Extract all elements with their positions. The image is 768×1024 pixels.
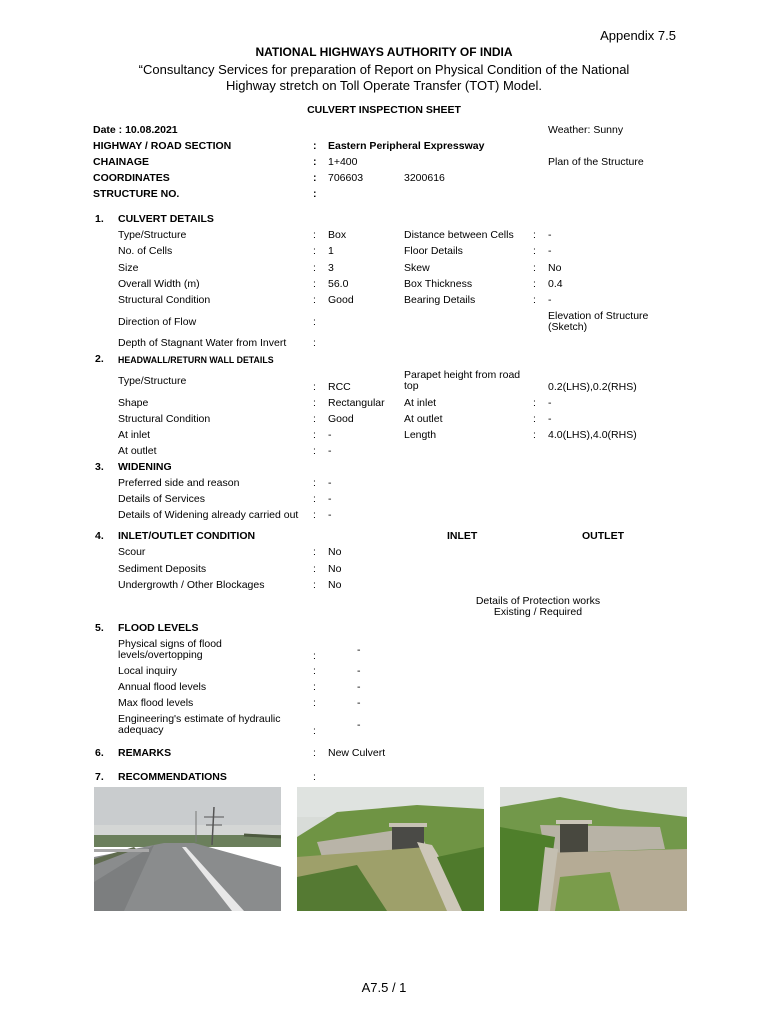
field-label: Engineering's estimate of hydraulic adequacy [118, 713, 281, 736]
colon: : [313, 140, 317, 152]
chainage-value: 1+400 [328, 156, 358, 168]
colon: : [313, 493, 316, 505]
sheet-title: CULVERT INSPECTION SHEET [307, 104, 461, 116]
colon: : [313, 445, 316, 457]
field-value: 4.0(LHS),4.0(RHS) [548, 429, 637, 441]
field-value: Box [328, 229, 347, 241]
colon: : [313, 477, 316, 489]
field-label: Annual flood levels [118, 681, 207, 693]
colon: : [313, 172, 317, 184]
field-value: - [328, 445, 332, 457]
field-label: Undergrowth / Other Blockages [118, 579, 265, 591]
remarks-value: New Culvert [328, 747, 386, 759]
colon: : [313, 156, 317, 168]
field-label: Bearing Details [404, 294, 476, 306]
section-title-remarks: REMARKS [118, 747, 172, 759]
field-value: 56.0 [328, 278, 349, 290]
colon: : [313, 188, 317, 200]
field-label: Floor Details [404, 245, 463, 257]
section-title-inlet-outlet: INLET/OUTLET CONDITION [118, 530, 256, 542]
field-value: - [357, 644, 361, 656]
colon: : [313, 381, 316, 393]
outlet-header: OUTLET [582, 530, 624, 542]
field-value: - [357, 681, 361, 693]
date-label: Date : 10.08.2021 [93, 124, 178, 136]
coordinate-y: 3200616 [404, 172, 445, 184]
subtitle-line-1: “Consultancy Services for preparation of Report on Physical Condition of the National [138, 62, 630, 77]
field-label: Type/Structure [118, 375, 187, 387]
culvert-outlet-photo [500, 787, 687, 911]
colon: : [313, 771, 316, 783]
structure-no-label: STRUCTURE NO. [93, 188, 180, 200]
section-number: 1. [95, 213, 104, 225]
colon: : [533, 278, 536, 290]
field-value: - [548, 229, 552, 241]
field-label: Physical signs of flood levels/overtopping [118, 638, 222, 661]
field-value: No [328, 563, 342, 575]
section-number: 3. [95, 461, 104, 473]
colon: : [313, 563, 316, 575]
colon: : [533, 245, 536, 257]
field-label: Scour [118, 546, 146, 558]
colon: : [313, 725, 316, 737]
field-value: - [328, 477, 332, 489]
elevation-label: Elevation of Structure (Sketch) [548, 310, 649, 333]
section-number: 7. [95, 771, 104, 783]
field-label: Parapet height from road top [404, 369, 521, 392]
field-value: Good [328, 413, 354, 425]
colon: : [313, 262, 316, 274]
colon: : [313, 245, 316, 257]
weather-label: Weather: Sunny [548, 124, 624, 136]
coordinate-x: 706603 [328, 172, 364, 184]
field-value: 3 [328, 262, 334, 274]
colon: : [313, 278, 316, 290]
colon: : [313, 650, 316, 662]
field-value: - [357, 719, 361, 731]
field-value: 0.2(LHS),0.2(RHS) [548, 381, 637, 393]
field-label: Size [118, 262, 139, 274]
field-label: Sediment Deposits [118, 563, 207, 575]
colon: : [313, 337, 316, 349]
colon: : [533, 397, 536, 409]
field-label: Max flood levels [118, 697, 194, 709]
section-number: 5. [95, 622, 104, 634]
colon: : [313, 681, 316, 693]
field-label: Type/Structure [118, 229, 187, 241]
field-label: No. of Cells [118, 245, 173, 257]
field-label: Local inquiry [118, 665, 177, 677]
field-label: Box Thickness [404, 278, 473, 290]
section-title-widening: WIDENING [118, 461, 172, 473]
section-number: 2. [95, 353, 104, 365]
highway-label: HIGHWAY / ROAD SECTION [93, 140, 232, 152]
section-title-recommendations: RECOMMENDATIONS [118, 771, 227, 783]
section-number: 6. [95, 747, 104, 759]
field-label: Structural Condition [118, 294, 211, 306]
colon: : [313, 429, 316, 441]
field-label: Depth of Stagnant Water from Invert [118, 337, 287, 349]
colon: : [313, 747, 316, 759]
field-value: - [357, 665, 361, 677]
protection-existing-label: Existing / Required [493, 606, 583, 618]
field-label: Overall Width (m) [118, 278, 200, 290]
colon: : [313, 229, 316, 241]
field-label: Direction of Flow [118, 316, 197, 328]
highway-value: Eastern Peripheral Expressway [328, 140, 485, 152]
field-value: - [548, 413, 552, 425]
field-value: 0.4 [548, 278, 563, 290]
field-value: - [357, 697, 361, 709]
plan-label: Plan of the Structure [548, 156, 644, 168]
colon: : [313, 697, 316, 709]
field-label: At inlet [118, 429, 151, 441]
section-title-headwall: HEADWALL/RETURN WALL DETAILS [118, 355, 274, 365]
organization-title: NATIONAL HIGHWAYS AUTHORITY OF INDIA [255, 45, 513, 59]
field-label: At inlet [404, 397, 437, 409]
road-photo [94, 787, 281, 911]
colon: : [533, 294, 536, 306]
field-value: - [548, 245, 552, 257]
colon: : [313, 546, 316, 558]
inlet-header: INLET [447, 530, 478, 542]
field-label: At outlet [404, 413, 443, 425]
colon: : [533, 413, 536, 425]
field-value: RCC [328, 381, 351, 393]
field-label: At outlet [118, 445, 157, 457]
colon: : [313, 665, 316, 677]
colon: : [533, 229, 536, 241]
section-title-culvert-details: CULVERT DETAILS [118, 213, 214, 225]
section-number: 4. [95, 530, 104, 542]
field-label: Skew [404, 262, 430, 274]
colon: : [313, 579, 316, 591]
field-value: Rectangular [328, 397, 385, 409]
page-number: A7.5 / 1 [361, 980, 407, 995]
field-value: - [548, 294, 552, 306]
colon: : [313, 397, 316, 409]
field-label: Structural Condition [118, 413, 211, 425]
field-value: 1 [328, 245, 334, 257]
field-value: Good [328, 294, 354, 306]
culvert-inlet-photo [297, 787, 484, 911]
field-label: Preferred side and reason [118, 477, 240, 489]
field-value: No [328, 546, 342, 558]
protection-works-label: Details of Protection works [475, 595, 601, 607]
field-value: No [328, 579, 342, 591]
field-label: Length [404, 429, 437, 441]
field-value: - [328, 429, 332, 441]
colon: : [313, 413, 316, 425]
field-value: - [328, 493, 332, 505]
field-label: Shape [118, 397, 149, 409]
subtitle-line-2: Highway stretch on Toll Operate Transfer (TOT) Model. [226, 78, 542, 93]
chainage-label: CHAINAGE [93, 156, 150, 168]
field-value: - [548, 397, 552, 409]
field-label: Details of Widening already carried out [118, 509, 299, 521]
colon: : [313, 316, 316, 328]
colon: : [533, 429, 536, 441]
appendix-label: Appendix 7.5 [600, 28, 676, 43]
colon: : [313, 294, 316, 306]
coordinates-label: COORDINATES [93, 172, 170, 184]
field-value: No [548, 262, 562, 274]
field-label: Details of Services [118, 493, 205, 505]
section-title-flood-levels: FLOOD LEVELS [118, 622, 199, 634]
colon: : [313, 509, 316, 521]
colon: : [533, 262, 536, 274]
field-value: - [328, 509, 332, 521]
field-label: Distance between Cells [404, 229, 514, 241]
